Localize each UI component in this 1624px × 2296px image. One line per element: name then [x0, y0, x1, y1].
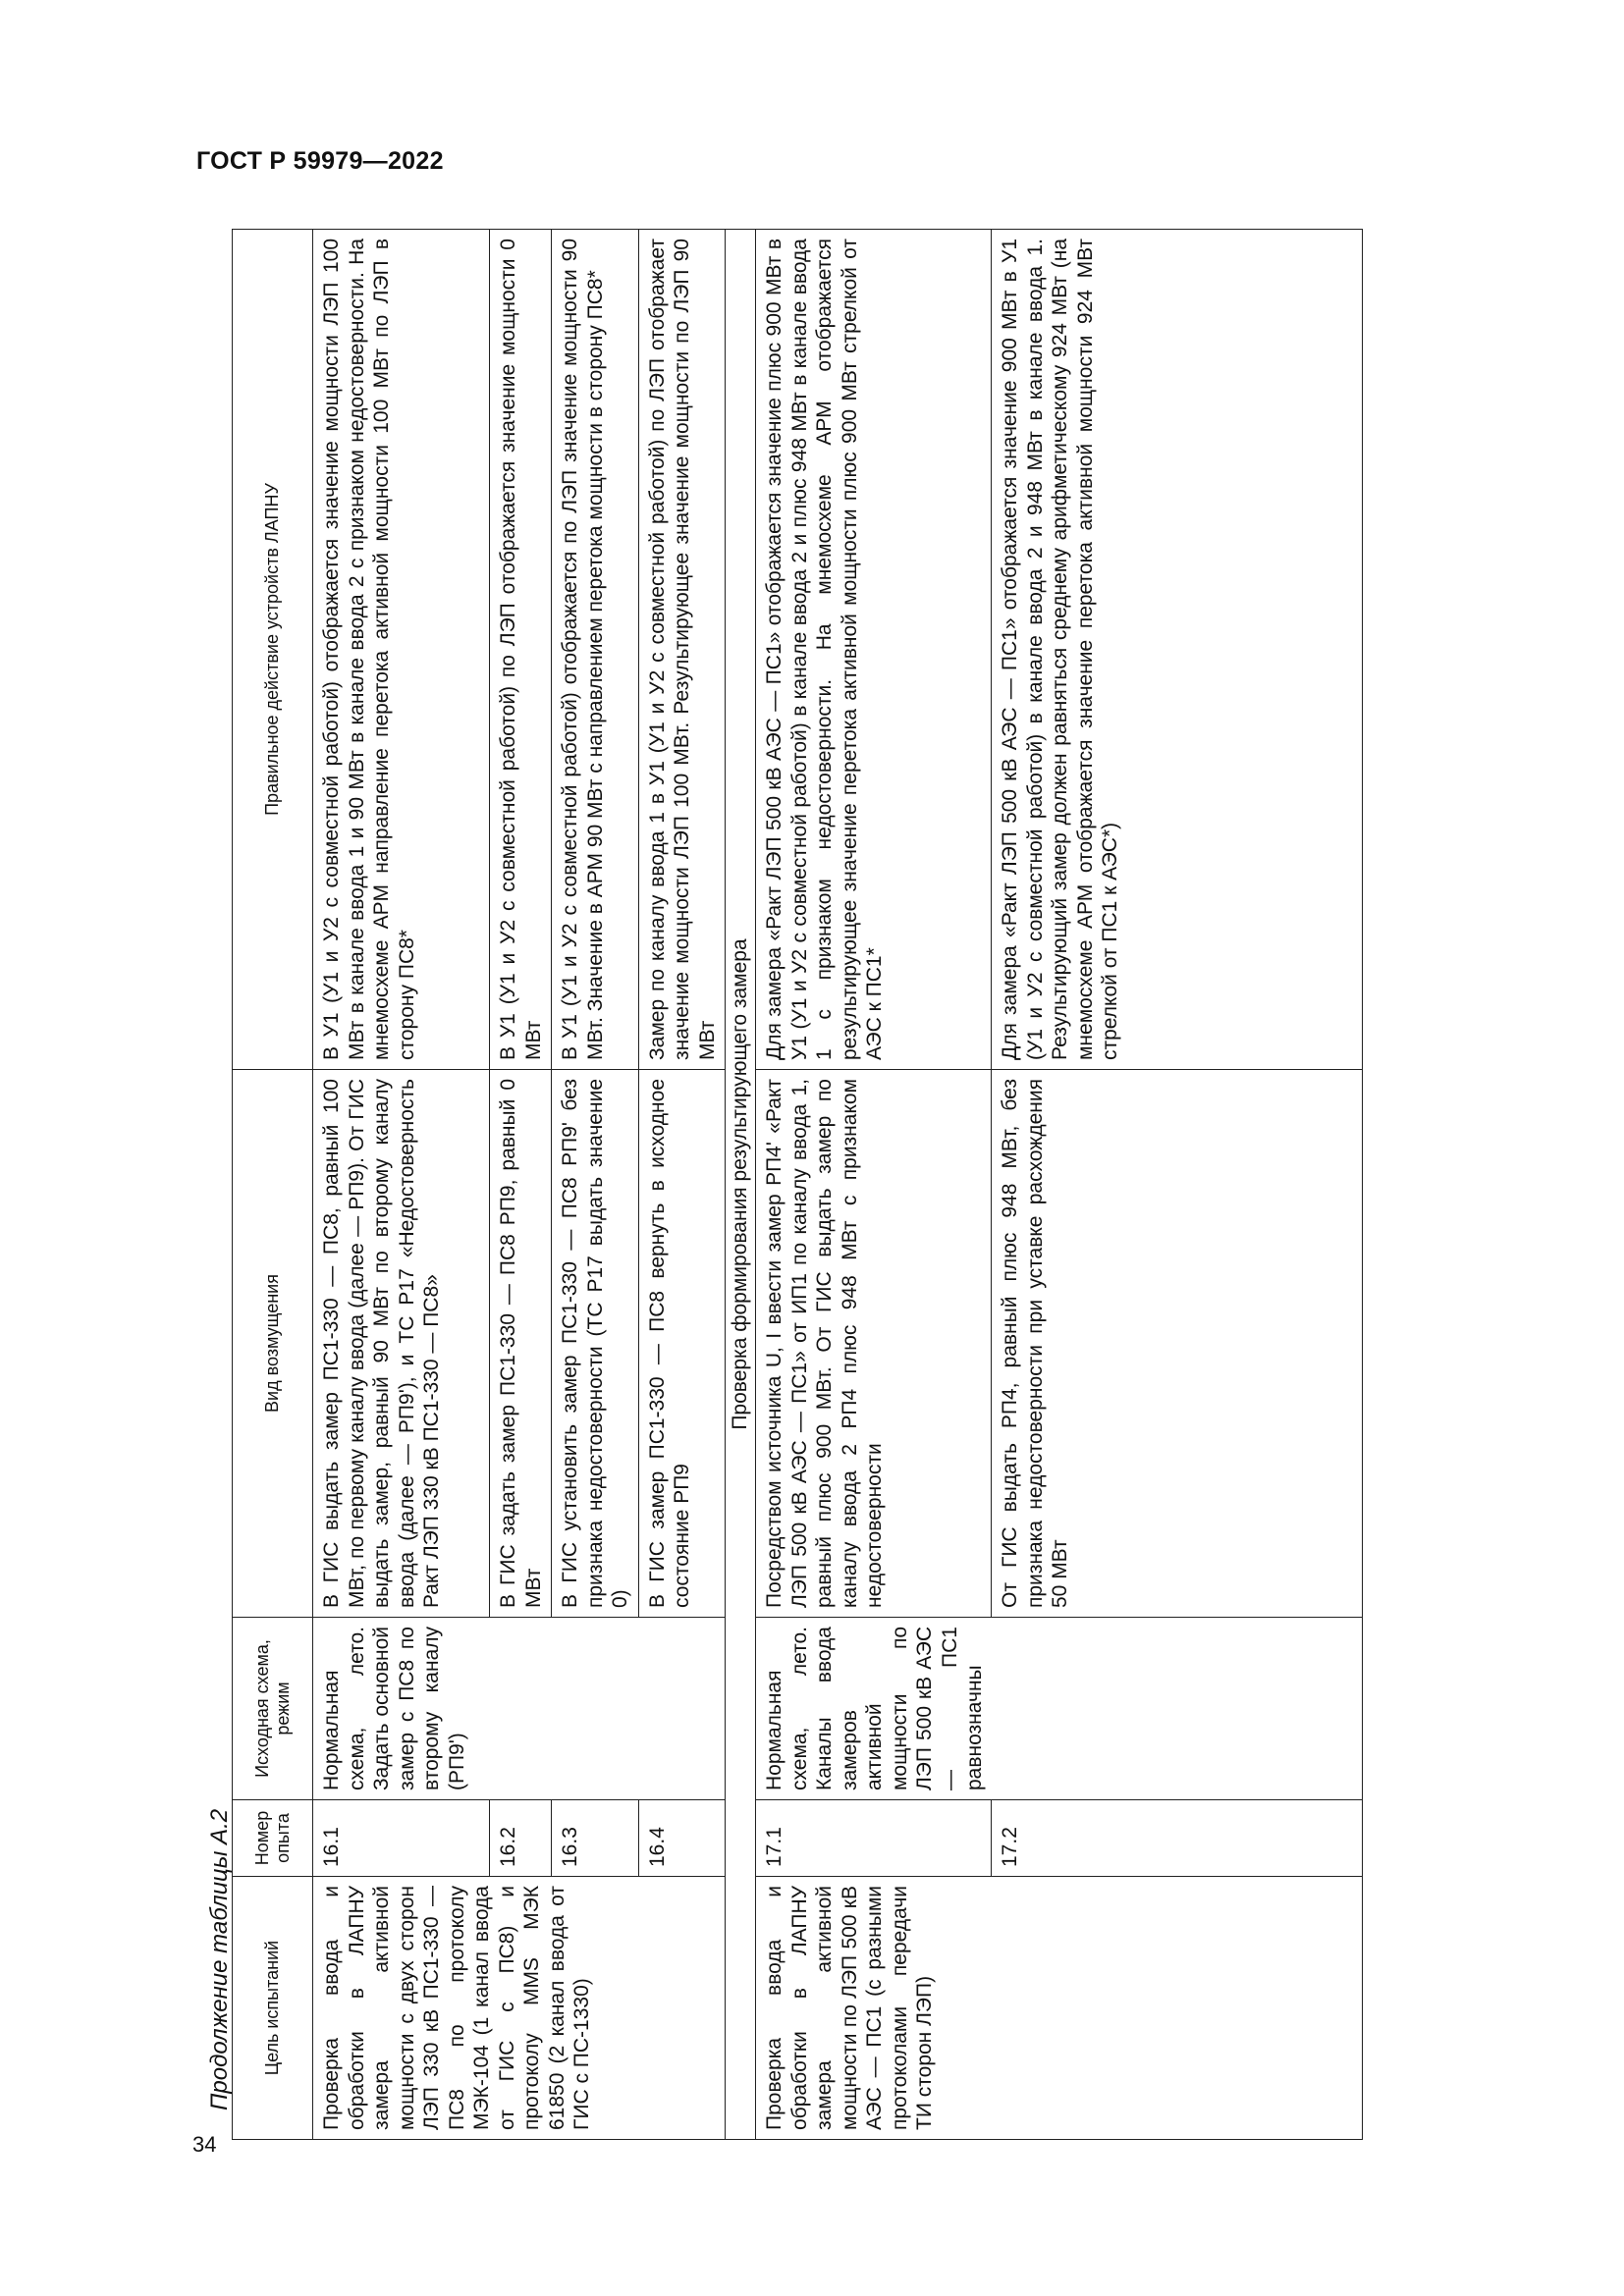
table-caption: Продолжение таблицы А.2 — [206, 1808, 233, 2110]
table-row — [313, 230, 490, 2140]
goal-cell: Проверка ввода и обработки в ЛАПНУ замера активной мощности с двух сторон ЛЭП 330 кВ ПС1-330 — ПС8 по протоколу МЭК-104 (1 канал ввода от ГИС с ПС8) и протоколу MMS МЭК 61850 (2 канал ввода от ГИС с ПС-1330) — [313, 1877, 726, 2140]
table-row — [756, 230, 992, 2140]
table-row — [490, 230, 552, 2140]
page-number: 34 — [192, 2132, 217, 2157]
document-header: ГОСТ Р 59979—2022 — [196, 147, 444, 175]
rotated-table-wrapper — [232, 230, 1363, 2140]
table-row — [552, 230, 639, 2140]
column-header-action: Правильное действие устройств ЛАПНУ — [233, 230, 313, 1070]
scheme-cell: Нормальная схема, лето. Каналы ввода замеров активной мощности по ЛЭП 500 кВ АЭС — ПС1 равнозначны — [756, 1618, 1363, 1800]
test-number: 17.2 — [992, 1800, 1363, 1877]
test-number: 16.3 — [552, 1800, 639, 1877]
column-header-disturbance: Вид возмущения — [233, 1070, 313, 1618]
action-cell: В У1 (У1 и У2 с совместной работой) отображается по ЛЭП значение мощности 90 МВт. Значение в АРМ 90 МВт с направлением перетока мощности в сторону ПС8* — [552, 230, 639, 1070]
goal-cell: Проверка ввода и обработки в ЛАПНУ замера активной мощности по ЛЭП 500 кВ АЭС — ПС1 (с разными протоколами передачи ТИ сторон ЛЭП) — [756, 1877, 1363, 2140]
disturbance-cell: В ГИС замер ПС1-330 — ПС8 вернуть в исходное состояние РП9 — [638, 1070, 726, 1618]
disturbance-cell: Посредством источника U, I ввести замер РП4' «Ракт ЛЭП 500 кВ АЭС — ПС1» от ИП1 по каналу ввода 1, равный плюс 900 МВт. От ГИС выдать замер по каналу ввода 2 РП4 плюс 948 МВт с признаком недостоверности — [756, 1070, 992, 1618]
column-header-goal: Цель испытаний — [233, 1877, 313, 2140]
table-row — [992, 230, 1363, 2140]
action-cell: Для замера «Ракт ЛЭП 500 кВ АЭС — ПС1» отображается значение плюс 900 МВт в У1 (У1 и У2 с совместной работой) в канале ввода 2 и плюс 948 МВт в канале ввода 1 с признаком недостоверности. На мнемосхеме АРМ отображается результирующее значение перетока активной мощности плюс 900 МВт стрелкой от АЭС к ПС1* — [756, 230, 992, 1070]
disturbance-cell: От ГИС выдать РП4, равный плюс 948 МВт, без признака недостоверности при уставке расхождения 50 МВт — [992, 1070, 1363, 1618]
table-row — [638, 230, 726, 2140]
column-header-number: Номер опыта — [233, 1800, 313, 1877]
scheme-cell: Нормальная схема, лето. Задать основной замер с ПС8 по второму каналу (РП9') — [313, 1618, 726, 1800]
section-title: Проверка формирования результирующего замера — [726, 230, 756, 2140]
test-number: 16.4 — [638, 1800, 726, 1877]
section-row — [726, 230, 756, 2140]
action-cell: В У1 (У1 и У2 с совместной работой) по ЛЭП отображается значение мощности 0 МВт — [490, 230, 552, 1070]
test-number: 16.1 — [313, 1800, 490, 1877]
disturbance-cell: В ГИС установить замер ПС1-330 — ПС8 РП9' без признака недостоверности (ТС Р17 выдать значение 0) — [552, 1070, 639, 1618]
disturbance-cell: В ГИС выдать замер ПС1-330 — ПС8, равный 100 МВт, по первому каналу ввода (далее — РП9). От ГИС выдать замер, равный 90 МВт по второму каналу ввода (далее — РП9'), и ТС Р17 «Недостоверность Ракт ЛЭП 330 кВ ПС1-330 — ПС8» — [313, 1070, 490, 1618]
test-number: 17.1 — [756, 1800, 992, 1877]
action-cell: Для замера «Ракт ЛЭП 500 кВ АЭС — ПС1» отображается значение 900 МВт в У1 (У1 и У2 с совместной работой) в канале ввода 2 и 948 МВт в канале ввода 1. Результирующий замер должен равняться среднему арифметическому 924 МВт (на мнемосхеме АРМ отображается значение перетока активной мощности 924 МВт стрелкой от ПС1 к АЭС*) — [992, 230, 1363, 1070]
action-cell: В У1 (У1 и У2 с совместной работой) отображается значение мощности ЛЭП 100 МВт в канале ввода 1 и 90 МВт в канале ввода 2 с признаком недостоверности. На мнемосхеме АРМ направление перетока активной мощности 100 МВт по ЛЭП в сторону ПС8* — [313, 230, 490, 1070]
disturbance-cell: В ГИС задать замер ПС1-330 — ПС8 РП9, равный 0 МВт — [490, 1070, 552, 1618]
action-cell: Замер по каналу ввода 1 в У1 (У1 и У2 с совместной работой) по ЛЭП отображает значение мощности ЛЭП 100 МВт. Результирующее значение мощности по ЛЭП 90 МВт — [638, 230, 726, 1070]
test-number: 16.2 — [490, 1800, 552, 1877]
column-header-scheme: Исходная схема, режим — [233, 1618, 313, 1800]
test-table — [232, 229, 1363, 2140]
